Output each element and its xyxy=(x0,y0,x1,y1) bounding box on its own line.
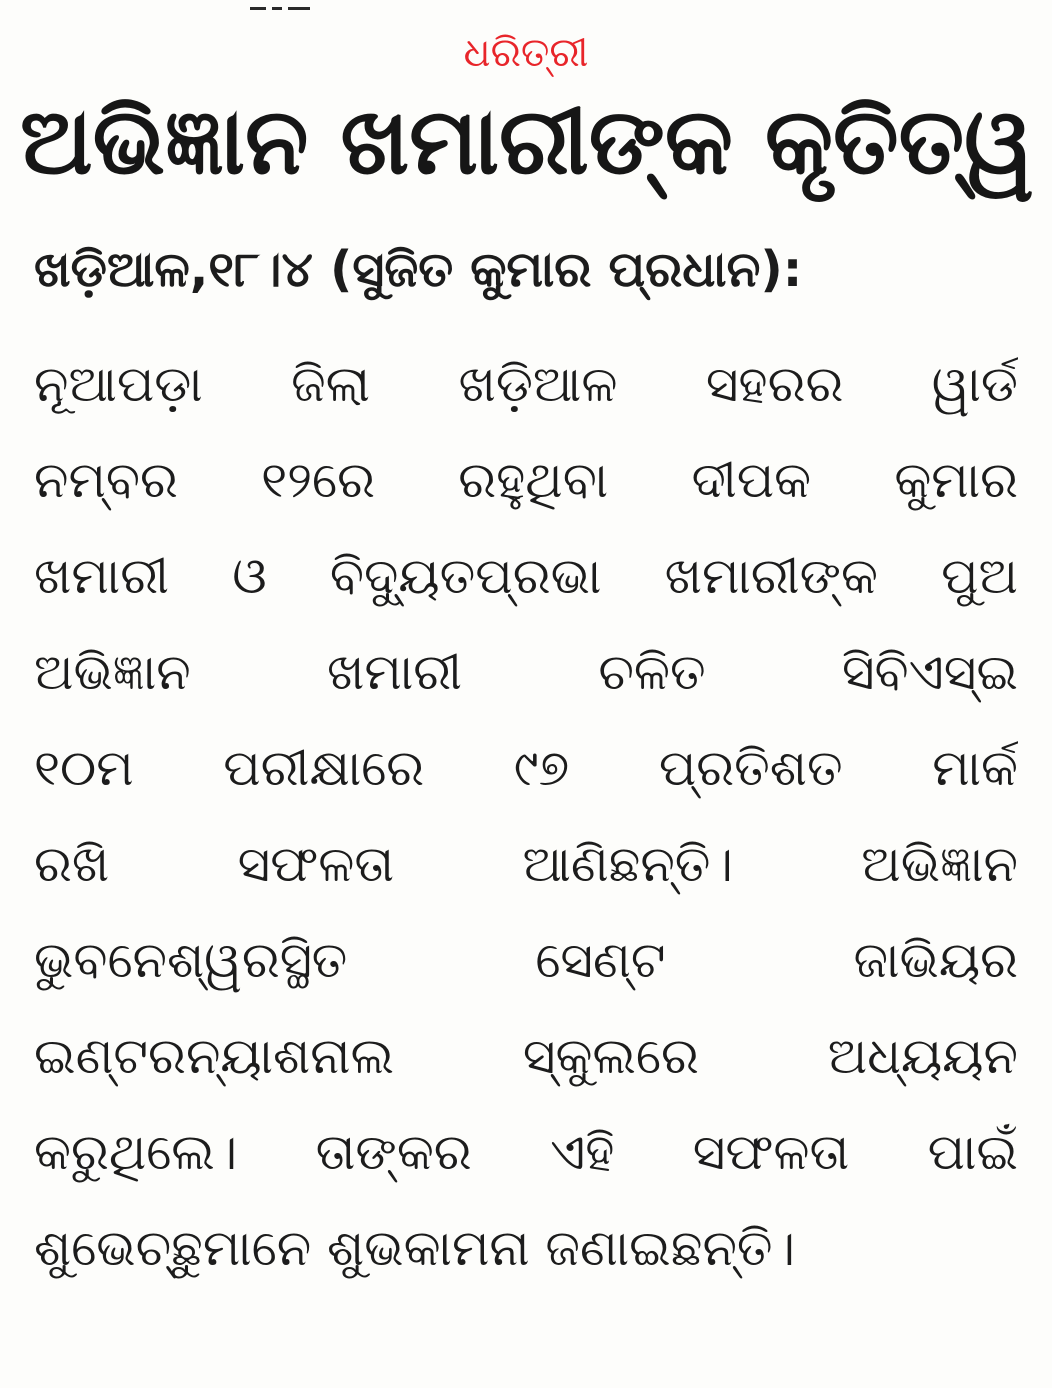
body-line: ନୂଆପଡ଼ା ଜିଲା ଖଡ଼ିଆଳ ସହରର ୱାର୍ଡ xyxy=(34,355,1018,413)
dateline: ଖଡ଼ିଆଳ,୧୮।୪ (ସୁଜିତ କୁମାର ପ୍ରଧାନ): xyxy=(34,241,803,298)
body-line: ଶୁଭେଚ୍ଛୁମାନେ ଶୁଭକାମନା ଜଣାଇଛନ୍ତି। xyxy=(34,1219,796,1277)
body-line: ନମ୍ବର ୧୨ରେ ରହୁଥିବା ଦୀପକ କୁମାର xyxy=(34,451,1018,509)
body-line: ୧୦ମ ପରୀକ୍ଷାରେ ୯୭ ପ୍ରତିଶତ ମାର୍କ xyxy=(34,739,1018,797)
body-line: ଇଣ୍ଟରନ୍ୟାଶନାଲ ସ୍କୁଲରେ ଅଧ୍ୟୟନ xyxy=(34,1027,1018,1085)
body-line: ଭୁବନେଶ୍ୱରସ୍ଥିତ ସେଣ୍ଟ ଜାଭିୟର xyxy=(34,931,1018,989)
newspaper-source-label: ଧରିତ୍ରୀ xyxy=(463,30,589,76)
body-line: କରୁଥିଲେ। ତାଙ୍କର ଏହି ସଫଳତା ପାଇଁ xyxy=(34,1123,1018,1181)
body-line: ଖମାରୀ ଓ ବିଦ୍ୟୁତପ୍ରଭା ଖମାରୀଙ୍କ ପୁଅ xyxy=(34,547,1018,605)
article-body xyxy=(34,336,1018,1296)
headline: ଅଭିଜ୍ଞାନ ଖମାରୀଙ୍କ କୃତିତ୍ୱ xyxy=(20,88,1034,195)
body-line: ରଖି ସଫଳତା ଆଣିଛନ୍ତି। ଅଭିଜ୍ଞାନ xyxy=(34,835,1018,893)
body-line: ଅଭିଜ୍ଞାନ ଖମାରୀ ଚଳିତ ସିବିଏସ୍ଇ xyxy=(34,643,1018,701)
cropped-text-fragment xyxy=(250,0,360,10)
